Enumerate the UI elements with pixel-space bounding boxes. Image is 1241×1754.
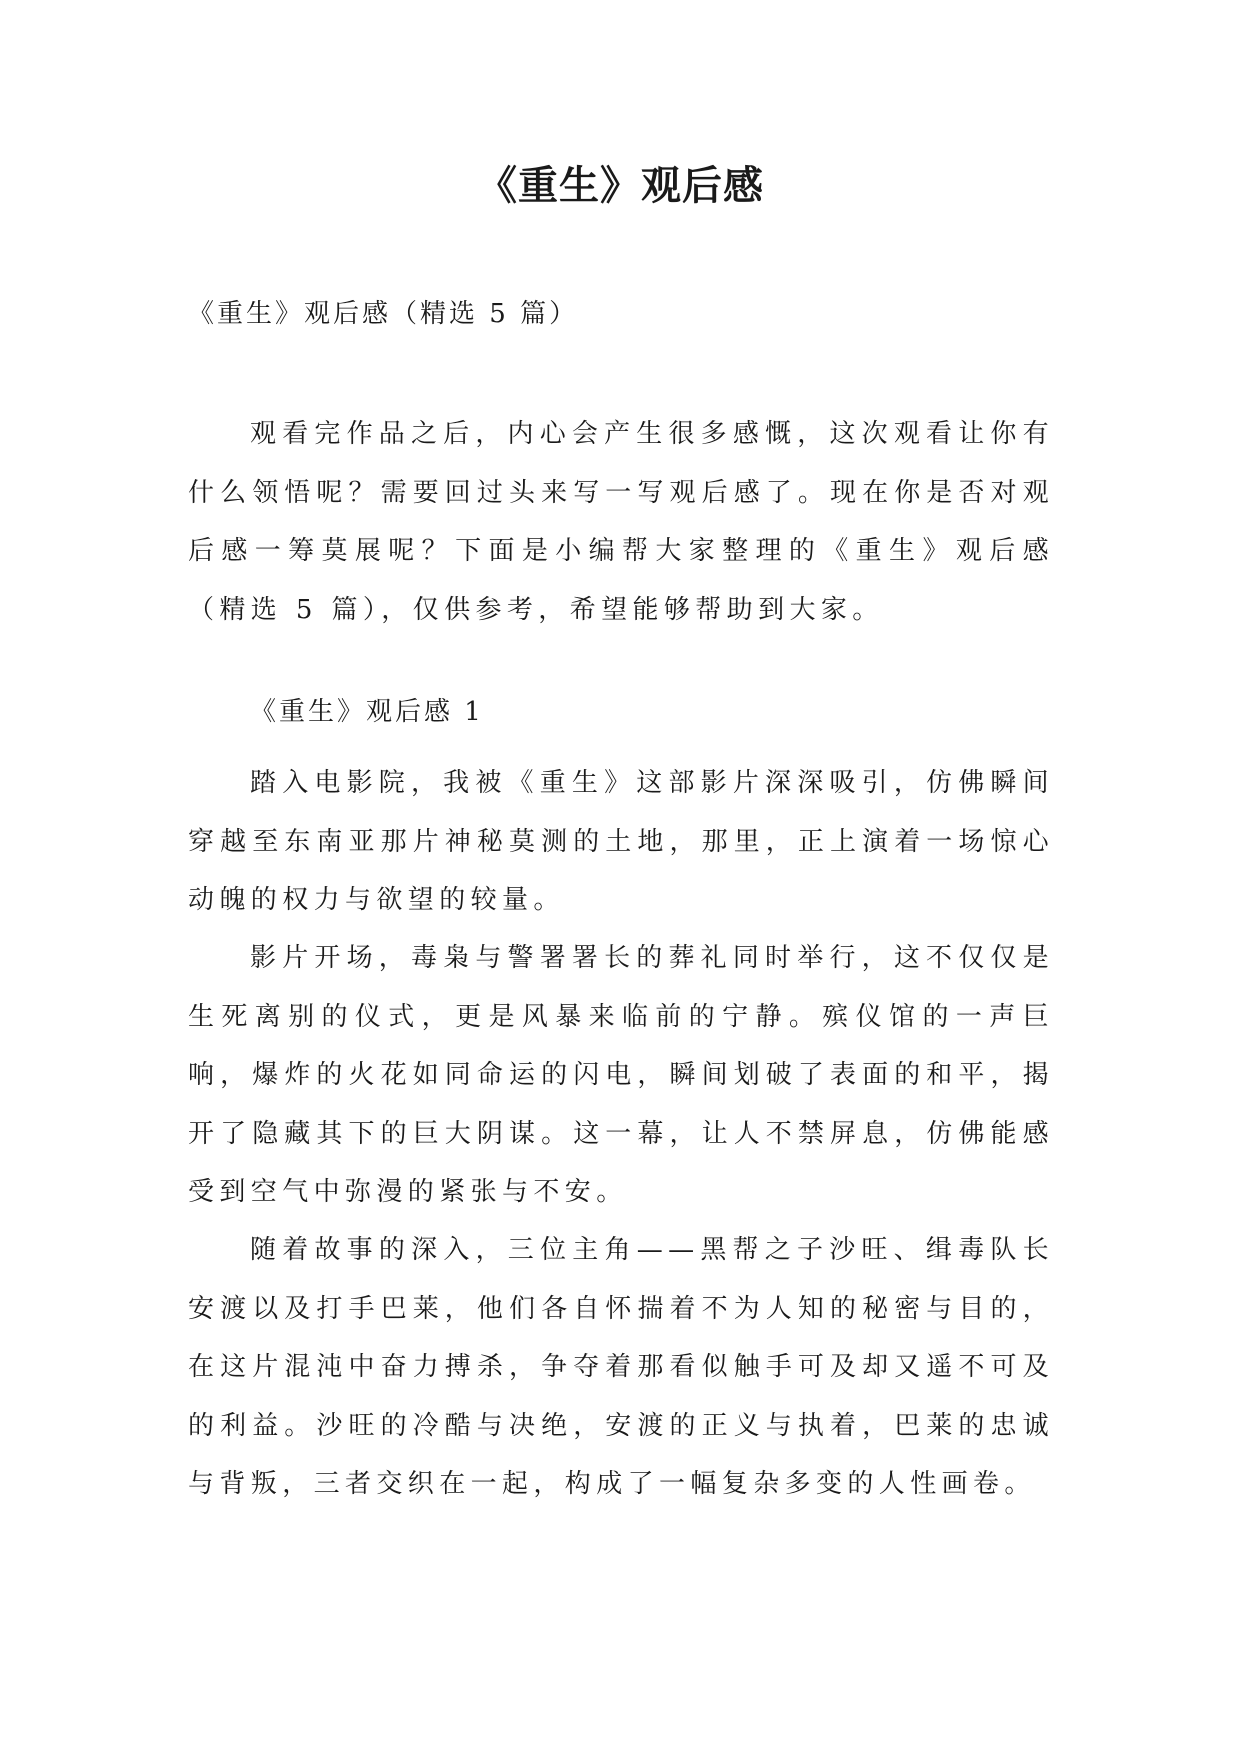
- section-heading: 《重生》观后感 1: [250, 697, 484, 727]
- body-paragraph-3: 随着故事的深入，三位主角——黑帮之子沙旺、缉毒队长安渡以及打手巴莱，他们各自怀揣着不为人知的秘密与目的，在这片混沌中奋力搏杀，争夺着那看似触手可及却又遥不可及的利益。沙旺的冷酷与决绝，安渡的正义与执着，巴莱的忠诚与背叛，三者交织在一起，构成了一幅复杂多变的人性画卷。: [188, 1235, 1054, 1499]
- document-subtitle: 《重生》观后感（精选 5 篇）: [188, 299, 579, 329]
- page-title: 《重生》观后感: [477, 163, 764, 209]
- body-paragraph-1: 踏入电影院，我被《重生》这部影片深深吸引，仿佛瞬间穿越至东南亚那片神秘莫测的土地，那里，正上演着一场惊心动魄的权力与欲望的较量。: [188, 768, 1054, 915]
- intro-paragraph: 观看完作品之后，内心会产生很多感慨，这次观看让你有什么领悟呢？需要回过头来写一写观后感了。现在你是否对观后感一筹莫展呢？下面是小编帮大家整理的《重生》观后感（精选 5 篇），仅供参考，希望能够帮助到大家。: [188, 419, 1054, 625]
- body-paragraph-2: 影片开场，毒枭与警署署长的葬礼同时举行，这不仅仅是生死离别的仪式，更是风暴来临前的宁静。殡仪馆的一声巨响，爆炸的火花如同命运的闪电，瞬间划破了表面的和平，揭开了隐藏其下的巨大阴谋。这一幕，让人不禁屏息，仿佛能感受到空气中弥漫的紧张与不安。: [188, 943, 1054, 1207]
